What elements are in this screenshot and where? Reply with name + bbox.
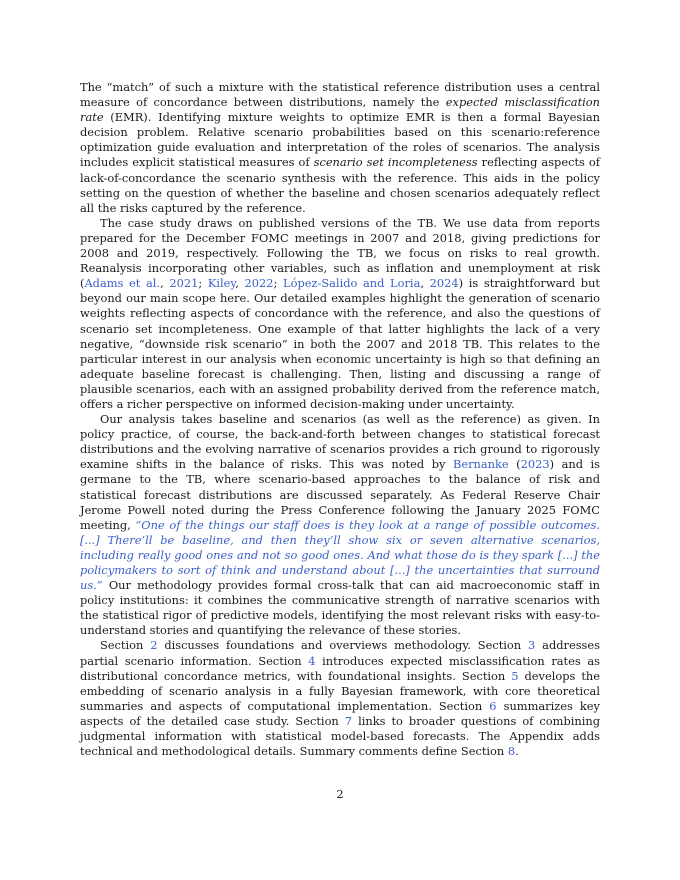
text-run: ( bbox=[508, 457, 521, 472]
citation-year-link-lopez-salido[interactable]: 2024 bbox=[429, 276, 459, 291]
text-run: ; bbox=[198, 276, 208, 291]
section-link-6[interactable]: 6 bbox=[489, 698, 497, 713]
text-run: links to broader questions of combining judgmental information with statistical model-based forecasts. The Appendix adds technical and methodological details. Summary comments define Section bbox=[80, 713, 600, 759]
paragraph-emr bbox=[80, 80, 600, 216]
paragraph-case-study bbox=[80, 216, 600, 412]
text-run: , bbox=[420, 276, 430, 291]
text-run: Our analysis takes baseline and scenarios (as well as the reference) as given. In policy practice, of course, the back-and-forth between changes to statistical forecast distributions and the evolving narrative of scenarios provides a rich ground to rigorously examine shifts in the balance of risks. This was noted by bbox=[80, 412, 600, 472]
text-run: develops the embedding of scenario analysis in a fully Bayesian framework, with core theoretical summaries and aspects of computational implementation. Section bbox=[80, 668, 601, 713]
section-link-8[interactable]: 8 bbox=[507, 744, 516, 759]
text-run: discusses foundations and overviews methodology. Section bbox=[157, 638, 529, 653]
text-run: ; bbox=[273, 276, 284, 291]
citation-year-link-adams[interactable]: 2021 bbox=[169, 276, 199, 291]
text-run: ) is straightforward but beyond our main scope here. Our detailed examples highlight the generation of scenario weights reflecting aspects of concordance with the reference, and also the questions of scenario set incompleteness. One example of that latter highlights the lack of a very negative, “downside risk scenario” in both the 2007 and 2018 TB. This relates to the particular interest in our analysis when economic uncertainty is high so that defining an adequate baseline forecast is challenging. Then, listing and discussing a range of plausible scenarios, each with an assigned probability derived from the reference match, offers a richer perspective on informed decision-making under uncertainty. bbox=[80, 276, 600, 411]
section-link-4[interactable]: 4 bbox=[308, 653, 316, 668]
text-run: addresses partial scenario information. Section bbox=[80, 638, 600, 668]
text-run: summarizes key aspects of the detailed case study. Section bbox=[80, 698, 600, 728]
term-emr: expected misclassification rate bbox=[80, 95, 600, 125]
text-run: , bbox=[160, 276, 170, 291]
paragraph-policy-practice bbox=[80, 412, 600, 638]
citation-year-link-kiley[interactable]: 2022 bbox=[244, 276, 274, 291]
term-scenario-set-incompleteness: scenario set incompleteness bbox=[313, 155, 478, 170]
citation-link-lopez-salido[interactable]: López-Salido and Loria bbox=[283, 276, 421, 291]
text-run: (EMR). Identifying mixture weights to optimize EMR is then a formal Bayesian decision problem. Relative scenario probabilities based on this scenario:reference optimization guide evaluation and interpretation of the roles of scenarios. The analysis includes explicit statistical measures of bbox=[80, 110, 600, 170]
text-run: The case study draws on published versions of the TB. We use data from reports prepared for the December FOMC meetings in 2007 and 2018, giving predictions for 2008 and 2019, respectively. Following the TB, we focus on risks to real growth. Reanalysis incorporating other variables, such as inflation and unemployment at risk ( bbox=[80, 215, 600, 291]
section-link-2[interactable]: 2 bbox=[150, 638, 158, 653]
citation-link-kiley[interactable]: Kiley bbox=[207, 276, 236, 291]
powell-quote: “One of the things our staff does is they look at a range of possible outcomes. [...] There’ll be baseline, and then they’ll show six or seven alternative scenarios, including really good ones and not so good ones. And what those do is they spark [...] the policymakers to sort of think and understand about [...] the uncertainties that surround us.” bbox=[80, 517, 601, 593]
text-run: , bbox=[235, 276, 245, 291]
body-text bbox=[80, 80, 600, 759]
text-run: Our methodology provides formal cross-talk that can aid macroeconomic staff in policy institutions: it combines the communicative strength of narrative scenarios with the statistical rigor of predictive models, identifying the most relevant risks with easy-to-understand stories and quantifying the relevance of these stories. bbox=[80, 578, 600, 638]
paragraph-outline bbox=[80, 638, 600, 759]
text-run: . bbox=[515, 744, 519, 759]
text-run: reflecting aspects of lack-of-concordance the scenario synthesis with the reference. This aids in the policy setting on the question of whether the baseline and chosen scenarios adequately reflect all the risks captured by the reference. bbox=[80, 155, 600, 215]
page-number: 2 bbox=[336, 787, 344, 801]
text-run: introduces expected misclassification rates as distributional concordance metrics, with foundational insights. Section bbox=[80, 653, 600, 683]
citation-year-link-bernanke[interactable]: 2023 bbox=[520, 457, 550, 472]
section-link-7[interactable]: 7 bbox=[344, 713, 353, 728]
citation-link-adams[interactable]: Adams et al. bbox=[84, 276, 161, 291]
text-run: Section bbox=[100, 638, 151, 653]
text-run: ) and is germane to the TB, where scenario-based approaches to the balance of risk and statistical forecast distributions are discussed separately. As Federal Reserve Chair Jerome Powell noted during the Press Conference following the January 2025 FOMC meeting, bbox=[80, 457, 600, 532]
section-link-5[interactable]: 5 bbox=[511, 668, 519, 683]
citation-link-bernanke[interactable]: Bernanke bbox=[452, 457, 509, 472]
section-link-3[interactable]: 3 bbox=[528, 638, 536, 653]
text-run: The “match” of such a mixture with the statistical reference distribution uses a central measure of concordance between distributions, namely the bbox=[80, 80, 600, 110]
